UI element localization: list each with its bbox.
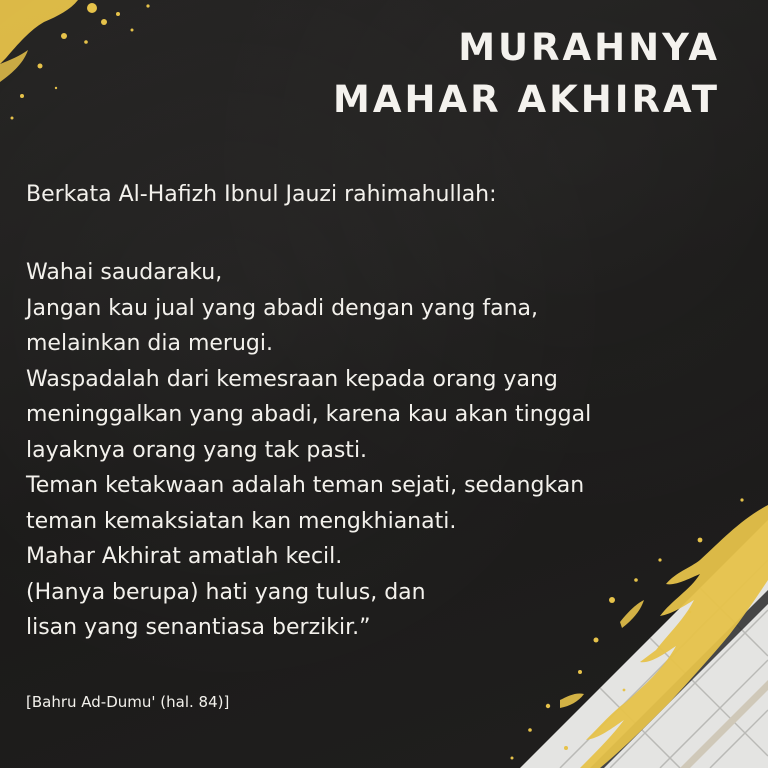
quote-line: melainkan dia merugi. bbox=[26, 331, 273, 356]
quote-line: Mahar Akhirat amatlah kecil. bbox=[26, 544, 343, 569]
quote-block bbox=[26, 255, 591, 646]
quote-line: meninggalkan yang abadi, karena kau akan tinggal bbox=[26, 402, 592, 427]
quote-line: layaknya orang yang tak pasti. bbox=[26, 437, 368, 463]
quote-line: (Hanya berupa) hati yang tulus, dan bbox=[26, 579, 426, 605]
quote-line: Jangan kau jual yang abadi dengan yang fana, bbox=[26, 295, 538, 321]
quote-line: lisan yang senantiasa berzikir.” bbox=[26, 615, 371, 640]
source-citation: [Bahru Ad-Dumu' (hal. 84)] bbox=[26, 693, 230, 711]
intro-text: Berkata Al-Hafizh Ibnul Jauzi rahimahullah: bbox=[26, 182, 497, 207]
quote-line: teman kemaksiatan kan mengkhianati. bbox=[26, 508, 457, 534]
title-line-1: MURAHNYA bbox=[458, 26, 720, 69]
gold-splash-top-left bbox=[0, 0, 150, 120]
quote-line: Wahai saudaraku, bbox=[26, 260, 223, 285]
page-title bbox=[333, 22, 720, 126]
title-line-2: MAHAR AKHIRAT bbox=[333, 78, 720, 121]
quote-line: Waspadalah dari kemesraan kepada orang yang bbox=[26, 366, 558, 392]
quote-line: Teman ketakwaan adalah teman sejati, sedangkan bbox=[26, 473, 585, 498]
